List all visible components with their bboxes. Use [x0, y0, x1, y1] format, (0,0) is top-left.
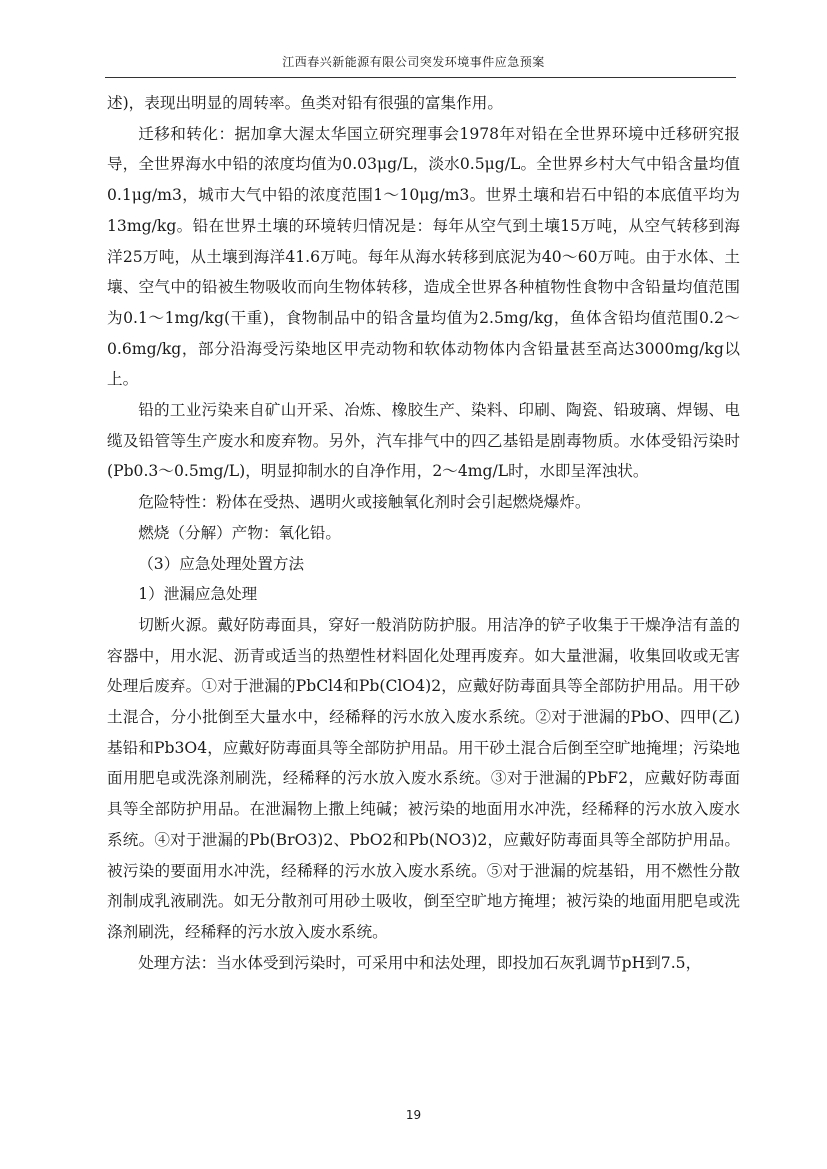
page-number: 19: [405, 1108, 422, 1122]
paragraph-hazard: 危险特性：粉体在受热、遇明火或接触氧化剂时会引起燃烧爆炸。: [138, 493, 591, 512]
paragraph-treatment: 处理方法：当水体受到污染时，可采用中和法处理，即投加石灰乳调节pH到7.5，: [138, 953, 702, 972]
paragraph: 述)，表现出明显的周转率。鱼类对铅有很强的富集作用。: [107, 94, 503, 112]
section-heading: （3）应急处理处置方法: [138, 554, 305, 573]
page-header: 江西春兴新能源有限公司突发环境事件应急预案: [282, 55, 545, 69]
paragraph-combustion-products: 燃烧（分解）产物：氧化铅。: [138, 523, 341, 542]
document-body: [107, 88, 740, 978]
paragraph-leak-response: 切断火源。戴好防毒面具，穿好一般消防防护服。用洁净的铲子收集于干燥净洁有盖的容器中，用水泥、沥青或适当的热塑性材料固化处理再废弃。如大量泄漏，收集回收或无害处理后废弃。①对于泄漏的PbCl4和Pb(ClO4)2，应戴好防毒面具等全部防护用品。用干砂土混合，分小批倒至大量水中，经稀释的污水放入废水系统。②对于泄漏的PbO、四甲(乙)基铅和Pb3O4，应戴好防毒面具等全部防护用品。用干砂土混合后倒至空旷地掩埋；污染地面用肥皂或洗涤剂刷洗，经稀释的污水放入废水系统。③对于泄漏的PbF2，应戴好防毒面具等全部防护用品。在泄漏物上撒上纯碱；被污染的地面用水冲洗，经稀释的污水放入废水系统。④对于泄漏的Pb(BrO3)2、PbO2和Pb(NO3)2，应戴好防毒面具等全部防护用品。被污染的要面用水冲洗，经稀释的污水放入废水系统。⑤对于泄漏的烷基铅，用不燃性分散剂制成乳液刷洗。如无分散剂可用砂土吸收，倒至空旷地方掩埋；被污染的地面用肥皂或洗涤剂刷洗，经稀释的污水放入废水系统。: [107, 615, 740, 941]
paragraph-industrial-pollution: 铅的工业污染来自矿山开采、冶炼、橡胶生产、染料、印刷、陶瓷、铅玻璃、焊锡、电缆及铅管等生产废水和废弃物。另外，汽车排气中的四乙基铅是剧毒物质。水体受铅污染时(Pb0.3～0.5mg/L)，明显抑制水的自净作用，2～4mg/L时，水即呈浑浊状。: [107, 401, 740, 481]
paragraph-migration: 迁移和转化：据加拿大渥太华国立研究理事会1978年对铅在全世界环境中迁移研究报导，全世界海水中铅的浓度均值为0.03μg/L，淡水0.5μg/L。全世界乡村大气中铅含量均值0.1μg/m3，城市大气中铅的浓度范围1～10μg/m3。世界土壤和岩石中铅的本底值平均为13mg/kg。铅在世界土壤的环境转归情况是：每年从空气到土壤15万吨，从空气转移到海洋25万吨，从土壤到海洋41.6万吨。每年从海水转移到底泥为40～60万吨。由于水体、土壤、空气中的铅被生物吸收而向生物体转移，造成全世界各种植物性食物中含铅量均值范围为0.1～1mg/kg(干重)，食物制品中的铅含量均值为2.5mg/kg，鱼体含铅均值范围0.2～0.6mg/kg，部分沿海受污染地区甲壳动物和软体动物体内含铅量甚至高达3000mg/kg以上。: [107, 124, 740, 389]
subsection-heading: 1）泄漏应急处理: [138, 585, 258, 604]
header-divider: [105, 77, 736, 78]
